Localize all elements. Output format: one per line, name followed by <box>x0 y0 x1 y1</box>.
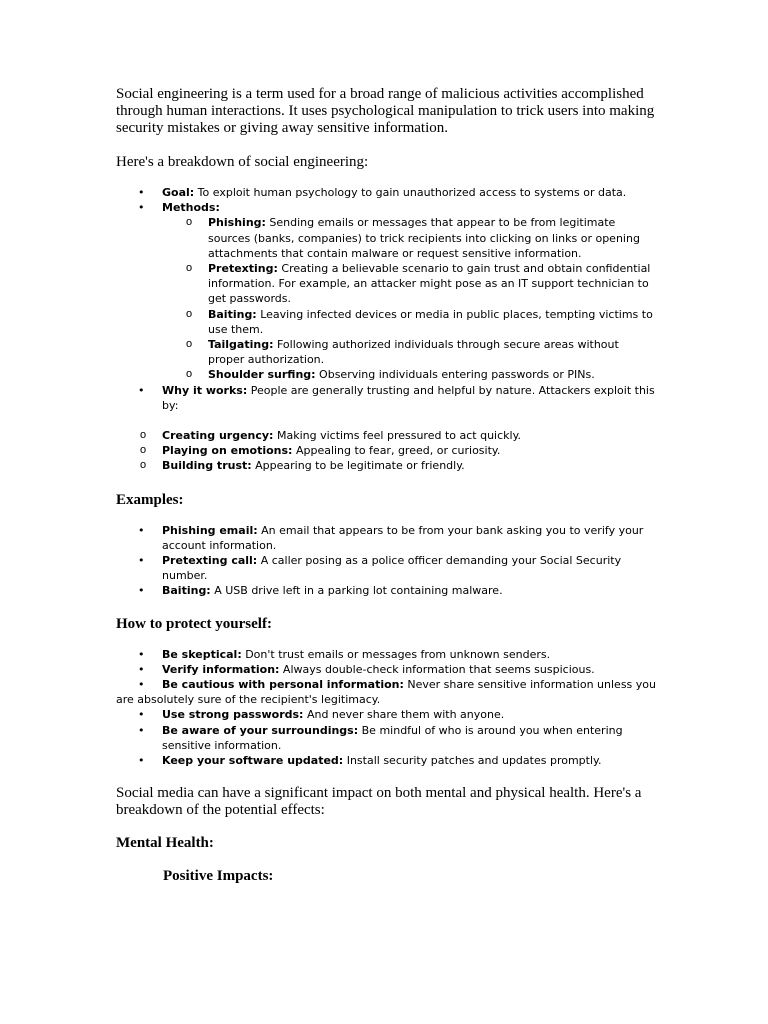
list-item-why-it-works: • Why it works: People are generally trusting and helpful by nature. Attackers exploit this by: <box>116 383 656 413</box>
methods-list <box>162 215 656 382</box>
list-item: o Tailgating: Following authorized individuals through secure areas without proper authorization. <box>162 337 656 367</box>
breakdown-list <box>116 185 656 413</box>
breakdown-intro: Here's a breakdown of social engineering: <box>116 154 369 170</box>
list-item-goal: • Goal: To exploit human psychology to gain unauthorized access to systems or data. <box>116 185 656 200</box>
list-item: • Phishing email: An email that appears to be from your bank asking you to verify your account information. <box>116 523 656 553</box>
list-item: • Baiting: A USB drive left in a parking lot containing malware. <box>116 583 656 598</box>
positive-impacts-heading: Positive Impacts: <box>163 868 274 885</box>
social-media-paragraph: Social media can have a significant impact on both mental and physical health. Here's a breakdown of the potential effects: <box>116 785 642 819</box>
list-item: o Phishing: Sending emails or messages that appear to be from legitimate sources (banks, companies) to trick recipients into clicking on links or opening attachments that contain malware or request sensitive information. <box>162 215 656 261</box>
protect-heading: How to protect yourself: <box>116 615 272 632</box>
list-item: o Baiting: Leaving infected devices or media in public places, tempting victims to use them. <box>162 307 656 337</box>
list-item: • Verify information: Always double-check information that seems suspicious. <box>116 662 656 677</box>
intro-paragraph: Social engineering is a term used for a broad range of malicious activities accomplished through human interactions. It uses psychological manipulation to trick users into making security mistakes or giving away sensitive information. <box>116 86 655 136</box>
list-item: • Use strong passwords: And never share them with anyone. <box>116 707 656 722</box>
list-item: o Building trust: Appearing to be legitimate or friendly. <box>70 458 656 473</box>
document-page <box>116 86 656 885</box>
list-item: o Creating urgency: Making victims feel pressured to act quickly. <box>70 428 656 443</box>
list-item: • Be aware of your surroundings: Be mindful of who is around you when entering sensitive information. <box>116 723 656 753</box>
protect-list <box>116 647 656 769</box>
examples-heading: Examples: <box>116 491 184 508</box>
list-item: o Playing on emotions: Appealing to fear, greed, or curiosity. <box>70 443 656 458</box>
examples-list <box>116 523 656 599</box>
list-item: • Be skeptical: Don't trust emails or messages from unknown senders. <box>116 647 656 662</box>
list-item: • Pretexting call: A caller posing as a police officer demanding your Social Security number. <box>116 553 656 583</box>
list-item: o Pretexting: Creating a believable scenario to gain trust and obtain confidential information. For example, an attacker might pose as an IT support technician to get passwords. <box>162 261 656 307</box>
mental-health-heading: Mental Health: <box>116 835 214 852</box>
exploits-list <box>70 428 656 474</box>
list-item: o Shoulder surfing: Observing individuals entering passwords or PINs. <box>162 367 656 382</box>
list-item-methods: • Methods: o Phishing: Sending emails or messages that appear to be from legitimate sources (banks, companies) to trick recipients into clicking on links or opening attachments that contain malware or request sensitive information. o Pretexting: Creating a believable scenario to gain trust and obtain confidential information. For example, an attacker might pose as an IT support technician to get passwords. o Baiting: Leaving infected devices or media in public places, tempting victims to use them. o Tailgating: Following authorized individuals through secure areas without proper authorization. o Shoulder surfing: Observing individuals entering passwords or PINs. <box>116 200 656 382</box>
list-item: • Be cautious with personal information: Never share sensitive information unless you are absolutely sure of the recipient's legitimacy. <box>116 677 656 707</box>
list-item: • Keep your software updated: Install security patches and updates promptly. <box>116 753 656 768</box>
